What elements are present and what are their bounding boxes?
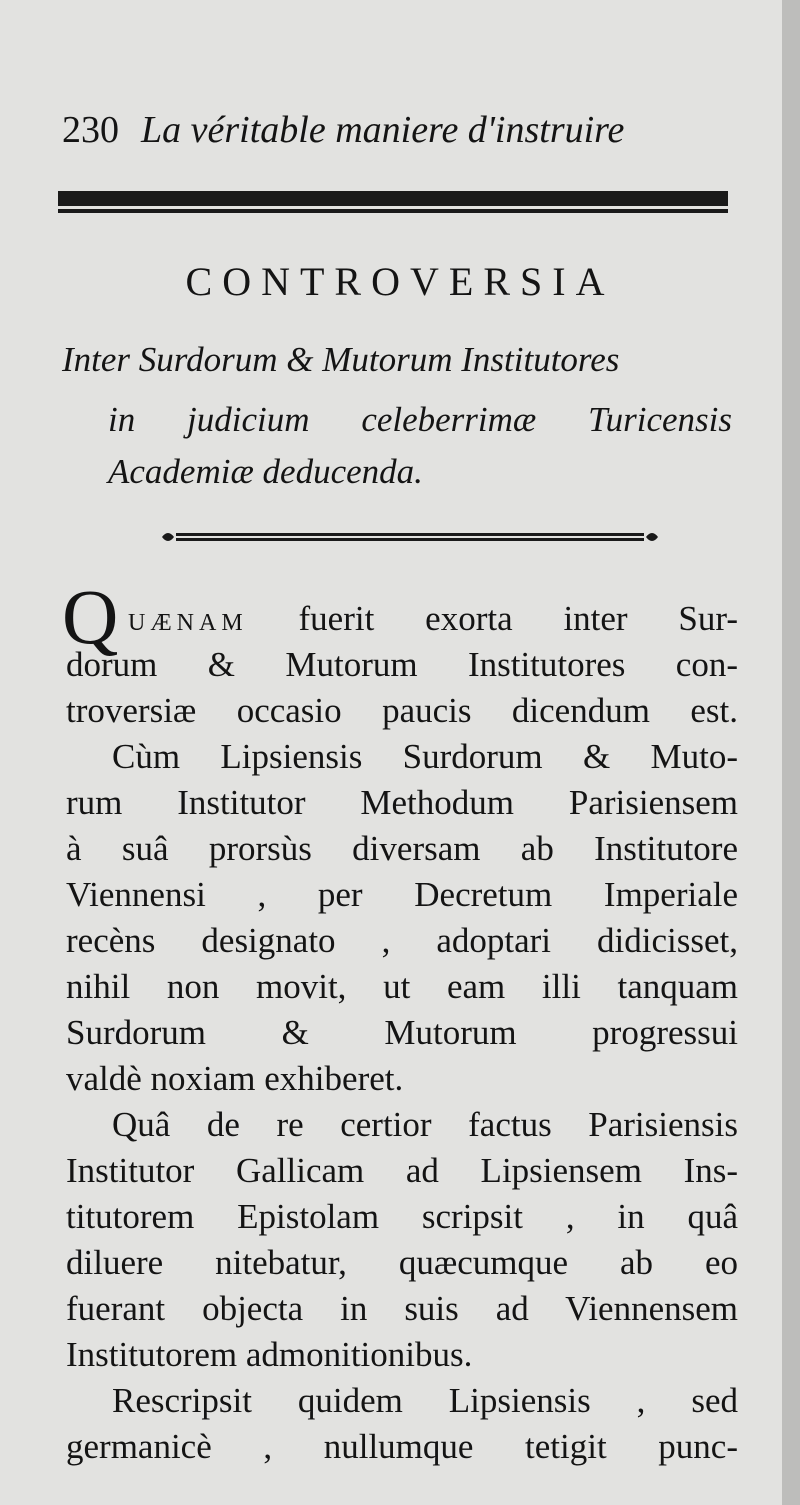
text-line: Viennensi , per Decretum Imperiale bbox=[66, 875, 738, 914]
subtitle-line: in judicium celeberrimæ Turicensis bbox=[108, 400, 732, 439]
text-line: Institutor Gallicam ad Lipsiensem Ins- bbox=[66, 1151, 738, 1190]
page-edge bbox=[782, 0, 800, 1505]
text-line: troversiæ occasio paucis dicendum est. bbox=[66, 691, 738, 730]
ornament-rule bbox=[160, 527, 660, 547]
small-caps-word: UÆNAM bbox=[128, 610, 248, 636]
text-line: recèns designato , adoptari didicisset, bbox=[66, 921, 738, 960]
text-line: titutorem Epistolam scripsit , in quâ bbox=[66, 1197, 738, 1236]
subtitle-line: Academiæ deducenda. bbox=[108, 452, 423, 491]
running-title: La véritable maniere d'instruire bbox=[141, 109, 625, 151]
subtitle-line: Inter Surdorum & Mutorum Institutores bbox=[62, 340, 620, 379]
header-rule-thick bbox=[58, 191, 728, 206]
text-line: rum Institutor Methodum Parisiensem bbox=[66, 783, 738, 822]
section-title: CONTROVERSIA bbox=[185, 259, 615, 304]
text-line: nihil non movit, ut eam illi tanquam bbox=[66, 967, 738, 1006]
text-line: Rescripsit quidem Lipsiensis , sed bbox=[112, 1381, 738, 1420]
text-line: valdè noxiam exhiberet. bbox=[66, 1059, 404, 1098]
header-rule-thin bbox=[58, 209, 728, 213]
text-line: diluere nitebatur, quæcumque ab eo bbox=[66, 1243, 738, 1282]
text-line: UÆNAM fuerit exorta inter Sur- bbox=[128, 599, 738, 638]
text-line: à suâ prorsùs diversam ab Institutore bbox=[66, 829, 738, 868]
text-line: Surdorum & Mutorum progressui bbox=[66, 1013, 738, 1052]
text-line: Quâ de re certior factus Parisiensis bbox=[112, 1105, 738, 1144]
text-line: Institutorem admonitionibus. bbox=[66, 1335, 473, 1374]
text-line: germanicè , nullumque tetigit punc- bbox=[66, 1427, 738, 1466]
text-line: fuerant objecta in suis ad Viennensem bbox=[66, 1289, 738, 1328]
text-line: Cùm Lipsiensis Surdorum & Muto- bbox=[112, 737, 738, 776]
running-head bbox=[62, 108, 742, 158]
page-number: 230 bbox=[62, 109, 119, 151]
text-line: dorum & Mutorum Institutores con- bbox=[66, 645, 738, 684]
drop-cap: Q bbox=[62, 573, 119, 660]
